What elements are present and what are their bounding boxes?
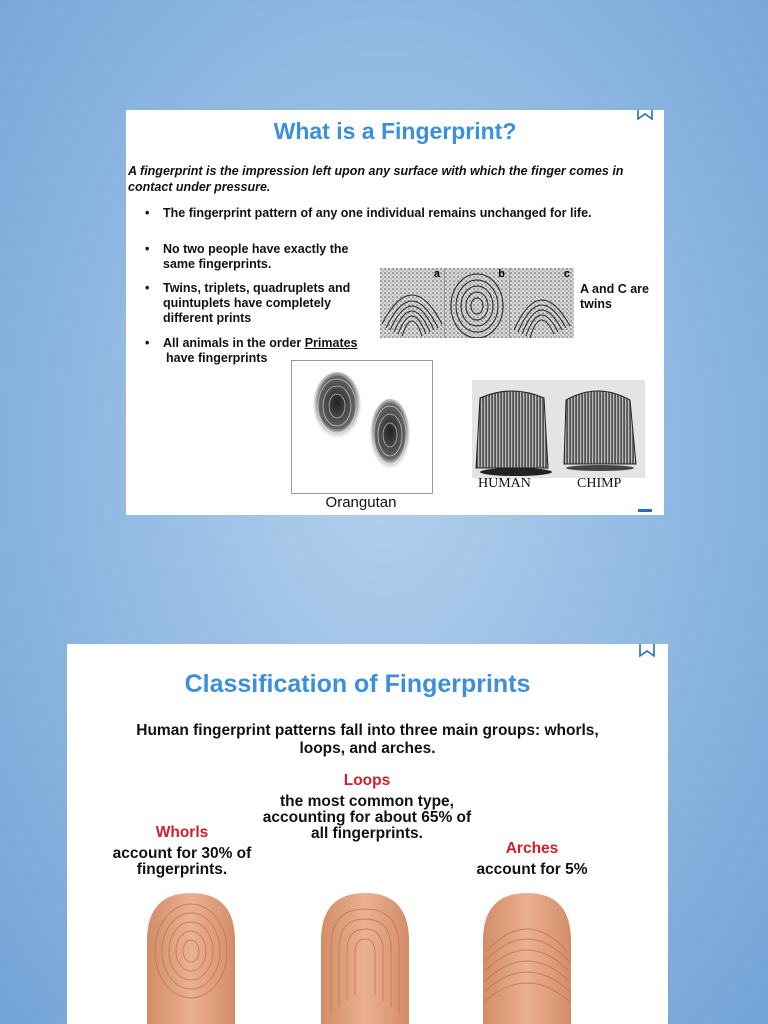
human-label: HUMAN	[478, 476, 531, 491]
fingerprint-panel-b	[445, 268, 509, 338]
fingerprint-panel-a	[380, 268, 444, 338]
intro-text: Human fingerprint patterns fall into three main groups: whorls, loops, and arches.	[136, 722, 599, 757]
slide-classification	[67, 644, 668, 1024]
chimp-label: CHIMP	[577, 476, 622, 491]
bullet-text: have fingerprints	[166, 351, 268, 365]
slide-title: Classification of Fingerprints	[184, 670, 531, 698]
loop-finger-image	[317, 891, 413, 1024]
bullet-text: No two people have exactly the same fingerprints.	[163, 242, 349, 271]
orangutan-prints-image	[291, 360, 433, 494]
primates-link[interactable]: Primates	[304, 336, 358, 350]
arches-heading: Arches	[505, 840, 559, 857]
bullet-text: Twins, triplets, quadruplets and quintuplets have completely different prints	[163, 281, 351, 325]
bullet-text: All animals in the order	[163, 336, 305, 350]
loops-heading: Loops	[343, 772, 391, 789]
bookmark-icon[interactable]	[636, 509, 654, 515]
bullet-text: The fingerprint pattern of any one individual remains unchanged for life.	[163, 206, 592, 220]
slide-what-is-fingerprint	[126, 110, 664, 515]
arches-description: account for 5%	[476, 861, 588, 878]
slide-title: What is a Fingerprint?	[273, 118, 517, 144]
bullet-item: • All animals in the order Primates have fingerprints	[145, 336, 358, 365]
whorl-finger-image	[143, 891, 239, 1024]
whorls-heading: Whorls	[155, 824, 209, 841]
panel-letter: c	[563, 268, 570, 280]
human-chimp-prints-image	[472, 380, 645, 478]
twin-fingerprint-strip	[380, 268, 574, 338]
bookmark-icon[interactable]	[638, 644, 656, 658]
whorls-description: account for 30% of fingerprints.	[112, 845, 252, 878]
twins-note: A and C are twins	[580, 282, 650, 311]
arch-finger-image	[479, 891, 575, 1024]
bullet-item: • Twins, triplets, quadruplets and quintuplets have completely different prints	[145, 281, 351, 325]
orangutan-caption: Orangutan	[325, 494, 397, 511]
panel-letter: a	[433, 268, 440, 280]
fingerprint-panel-c	[510, 268, 574, 338]
panel-letter: b	[498, 268, 505, 280]
bullet-item: • The fingerprint pattern of any one individual remains unchanged for life.	[145, 206, 592, 220]
bullet-item: • No two people have exactly the same fingerprints.	[145, 242, 349, 271]
loops-description: the most common type, accounting for about 65% of all fingerprints.	[262, 793, 472, 842]
definition-text: A fingerprint is the impression left upon any surface with which the finger comes in contact under pressure.	[128, 164, 624, 194]
